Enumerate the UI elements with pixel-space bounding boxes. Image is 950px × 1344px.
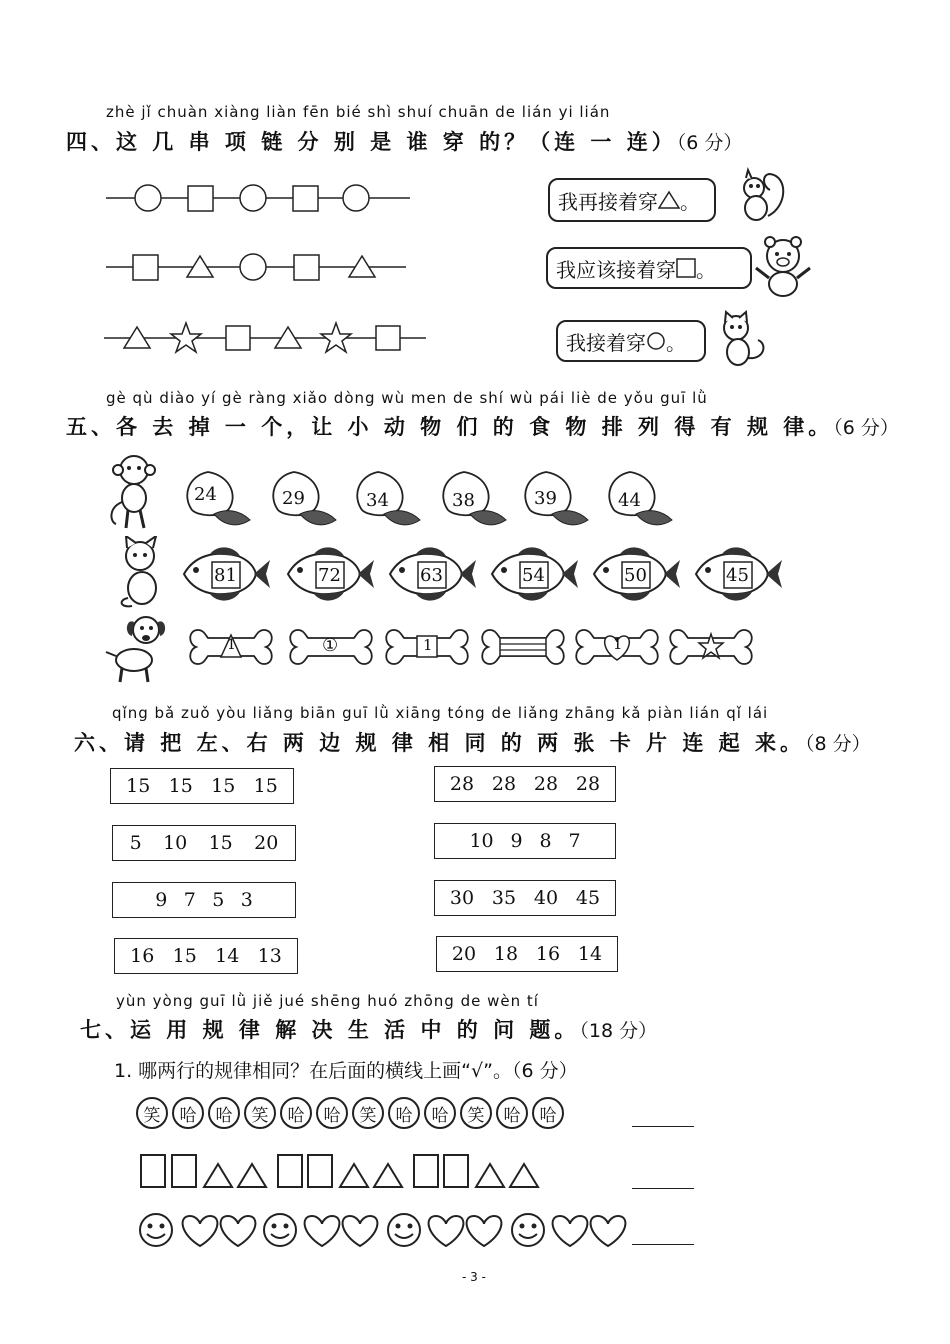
circle-icon — [135, 185, 161, 211]
card-number: 16 — [130, 945, 155, 967]
card-number: 15 — [126, 775, 151, 797]
peach-number: 44 — [618, 490, 641, 511]
triangle-icon — [476, 1164, 504, 1187]
card-number: 20 — [451, 943, 477, 965]
bone-label: 1 — [613, 635, 623, 653]
page-number: - 3 - — [462, 1270, 486, 1284]
circled-char: 笑 — [244, 1097, 276, 1129]
section6-pinyin: qǐng bǎ zuǒ yòu liǎng biān guī lǜ xiāng tóng de liǎng zhāng kǎ piàn lián qǐ lái — [112, 704, 769, 722]
circled-char: 笑 — [352, 1097, 384, 1129]
bone-row — [186, 624, 766, 670]
card-number: 10 — [163, 832, 188, 854]
card-number: 18 — [493, 943, 519, 965]
peach-number: 24 — [194, 484, 217, 505]
right-card-3[interactable] — [434, 880, 616, 916]
card-number: 7 — [568, 830, 581, 852]
squirrel-icon — [728, 166, 788, 226]
bubble-cat: 我接着穿 。 — [556, 320, 706, 362]
card-number: 14 — [215, 945, 240, 967]
peach-number: 29 — [282, 488, 305, 509]
card-number: 20 — [254, 832, 279, 854]
monkey-icon — [104, 452, 160, 532]
square-icon — [188, 186, 213, 211]
heart-icon — [591, 1216, 626, 1246]
bone-label: 1 — [227, 637, 236, 653]
square-icon — [293, 186, 318, 211]
answer-line-1[interactable] — [632, 1126, 694, 1127]
necklace-2 — [100, 247, 420, 287]
card-number: 14 — [577, 943, 603, 965]
triangle-icon — [238, 1164, 266, 1187]
heart-icon — [305, 1216, 340, 1246]
card-number: 3 — [240, 889, 253, 911]
circle-icon — [240, 254, 266, 280]
card-number: 8 — [539, 830, 552, 852]
bone[interactable] — [286, 624, 376, 674]
bone[interactable] — [478, 624, 568, 674]
heart-icon — [183, 1216, 218, 1246]
card-number: 5 — [129, 832, 142, 854]
circled-char: 哈 — [172, 1097, 204, 1129]
fish-number: 72 — [318, 565, 341, 586]
peach[interactable] — [436, 470, 512, 536]
section7-points: （18 分） — [579, 1020, 658, 1042]
card-number: 15 — [172, 945, 197, 967]
section4-title — [66, 126, 742, 156]
square-icon — [172, 1155, 196, 1187]
fish-row — [180, 542, 780, 606]
bone[interactable] — [186, 624, 276, 674]
peach-number: 38 — [452, 490, 475, 511]
section5-title — [66, 411, 899, 441]
card-number: 35 — [491, 887, 517, 909]
triangle-icon — [658, 190, 680, 210]
card-number: 7 — [183, 889, 196, 911]
triangle-icon — [340, 1164, 368, 1187]
bone[interactable] — [666, 624, 756, 674]
square-icon — [676, 258, 696, 278]
square-icon — [133, 255, 158, 280]
circled-char: 笑 — [460, 1097, 492, 1129]
section5-title-text: 五、各 去 掉 一 个，让 小 动 物 们 的 食 物 排 列 得 有 规 律。 — [66, 415, 834, 439]
fish[interactable] — [284, 542, 376, 610]
bone[interactable] — [572, 624, 662, 674]
fish-number: 81 — [214, 565, 237, 586]
bubble-text: 我应该接着穿 — [556, 257, 676, 282]
circled-char: 哈 — [496, 1097, 528, 1129]
bubble-text: 我接着穿 — [566, 330, 646, 355]
square-icon — [444, 1155, 468, 1187]
smiley-icon — [140, 1214, 172, 1246]
heart-icon — [553, 1216, 588, 1246]
bone-label: 1 — [423, 636, 433, 654]
bubble-squirrel: 我再接着穿 。 — [548, 178, 716, 222]
pattern-row-1 — [136, 1097, 596, 1131]
bubble-bear: 我应该接着穿 。 — [546, 247, 752, 289]
fish[interactable] — [386, 542, 478, 610]
question-1: 1. 哪两行的规律相同？在后面的横线上画“√”。（6 分） — [114, 1060, 578, 1082]
pattern-row-2 — [136, 1150, 556, 1190]
card-number: 28 — [449, 773, 475, 795]
circled-char: 哈 — [388, 1097, 420, 1129]
circled-char: 笑 — [136, 1097, 168, 1129]
right-card-2[interactable] — [434, 823, 616, 859]
peach[interactable] — [602, 470, 678, 536]
necklace-3 — [100, 318, 430, 358]
peach-number: 34 — [366, 490, 389, 511]
section7-pinyin: yùn yòng guī lǜ jiě jué shēng huó zhōng de wèn tí — [116, 992, 539, 1010]
bubble-text: 我再接着穿 — [558, 189, 658, 214]
card-number: 9 — [510, 830, 523, 852]
left-card-3[interactable] — [112, 882, 296, 918]
circle-icon — [646, 331, 666, 351]
heart-icon — [343, 1216, 378, 1246]
fish[interactable] — [590, 542, 682, 610]
triangle-icon — [510, 1164, 538, 1187]
circle-icon — [240, 185, 266, 211]
card-number: 30 — [449, 887, 475, 909]
smiley-icon — [512, 1214, 544, 1246]
left-card-1[interactable] — [110, 768, 294, 804]
circled-char: 哈 — [316, 1097, 348, 1129]
card-number: 28 — [491, 773, 517, 795]
fish-number: 45 — [726, 565, 749, 586]
dog-icon — [102, 612, 172, 686]
circle-icon — [343, 185, 369, 211]
triangle-icon — [374, 1164, 402, 1187]
fish[interactable] — [180, 542, 272, 610]
peach[interactable] — [350, 470, 426, 536]
peach-row — [180, 470, 690, 532]
cat-icon — [712, 310, 770, 370]
square-icon — [308, 1155, 332, 1187]
card-number: 28 — [533, 773, 559, 795]
peach[interactable] — [266, 470, 342, 536]
bear-icon — [752, 234, 814, 300]
circled-char: 哈 — [532, 1097, 564, 1129]
necklace-1-overlay — [100, 178, 420, 218]
circled-char: 哈 — [208, 1097, 240, 1129]
section7-title — [80, 1014, 657, 1044]
square-icon — [414, 1155, 438, 1187]
answer-line-3[interactable] — [632, 1244, 694, 1245]
right-card-4[interactable] — [436, 936, 618, 972]
peach[interactable] — [180, 470, 256, 536]
square-icon — [278, 1155, 302, 1187]
fish-number: 63 — [420, 565, 443, 586]
left-card-2[interactable] — [112, 825, 296, 861]
card-number: 15 — [253, 775, 278, 797]
card-number: 13 — [257, 945, 282, 967]
section5-pinyin: gè qù diào yí gè ràng xiǎo dòng wù men de shí wù pái liè de yǒu guī lǜ — [106, 389, 708, 407]
bone-label: ① — [322, 635, 339, 656]
card-number: 9 — [155, 889, 168, 911]
square-icon — [376, 326, 400, 350]
smiley-icon — [388, 1214, 420, 1246]
heart-icon — [221, 1216, 256, 1246]
left-card-4[interactable] — [114, 938, 298, 974]
card-number: 15 — [208, 832, 233, 854]
bone[interactable] — [382, 624, 472, 674]
heart-icon — [467, 1216, 502, 1246]
star-icon — [321, 323, 351, 352]
smiley-icon — [264, 1214, 296, 1246]
section4-points: （6 分） — [676, 132, 743, 154]
answer-line-2[interactable] — [632, 1188, 694, 1189]
fish-number: 54 — [522, 565, 545, 586]
card-number: 10 — [469, 830, 494, 852]
section4-title-text: 四、这 几 串 项 链 分 别 是 谁 穿 的？（连 一 连） — [66, 130, 677, 154]
section6-title — [74, 727, 871, 757]
card-number: 45 — [575, 887, 601, 909]
square-icon — [141, 1155, 165, 1187]
right-card-1[interactable] — [434, 766, 616, 802]
square-icon — [294, 255, 319, 280]
triangle-icon — [204, 1164, 232, 1187]
card-number: 5 — [212, 889, 225, 911]
pattern-row-3 — [136, 1208, 636, 1252]
card-number: 15 — [168, 775, 193, 797]
fish[interactable] — [488, 542, 580, 610]
card-number: 15 — [211, 775, 236, 797]
card-number: 16 — [535, 943, 561, 965]
section6-points: （8 分） — [804, 733, 871, 755]
heart-icon — [429, 1216, 464, 1246]
peach-number: 39 — [534, 488, 557, 509]
section4-pinyin: zhè jǐ chuàn xiàng liàn fēn bié shì shuí chuān de lián yi lián — [106, 103, 611, 121]
square-icon — [226, 326, 250, 350]
fish[interactable] — [692, 542, 784, 610]
circled-char: 哈 — [280, 1097, 312, 1129]
section7-title-text: 七、运 用 规 律 解 决 生 活 中 的 问 题。 — [80, 1018, 580, 1042]
cat-icon — [112, 536, 172, 610]
star-icon — [171, 323, 201, 352]
rectangle-icon — [500, 638, 546, 656]
section5-points: （6 分） — [833, 417, 899, 439]
fish-number: 50 — [624, 565, 647, 586]
circled-char: 哈 — [424, 1097, 456, 1129]
card-number: 28 — [575, 773, 601, 795]
card-number: 40 — [533, 887, 559, 909]
peach[interactable] — [518, 470, 594, 536]
section6-title-text: 六、请 把 左、右 两 边 规 律 相 同 的 两 张 卡 片 连 起 来。 — [74, 731, 805, 755]
